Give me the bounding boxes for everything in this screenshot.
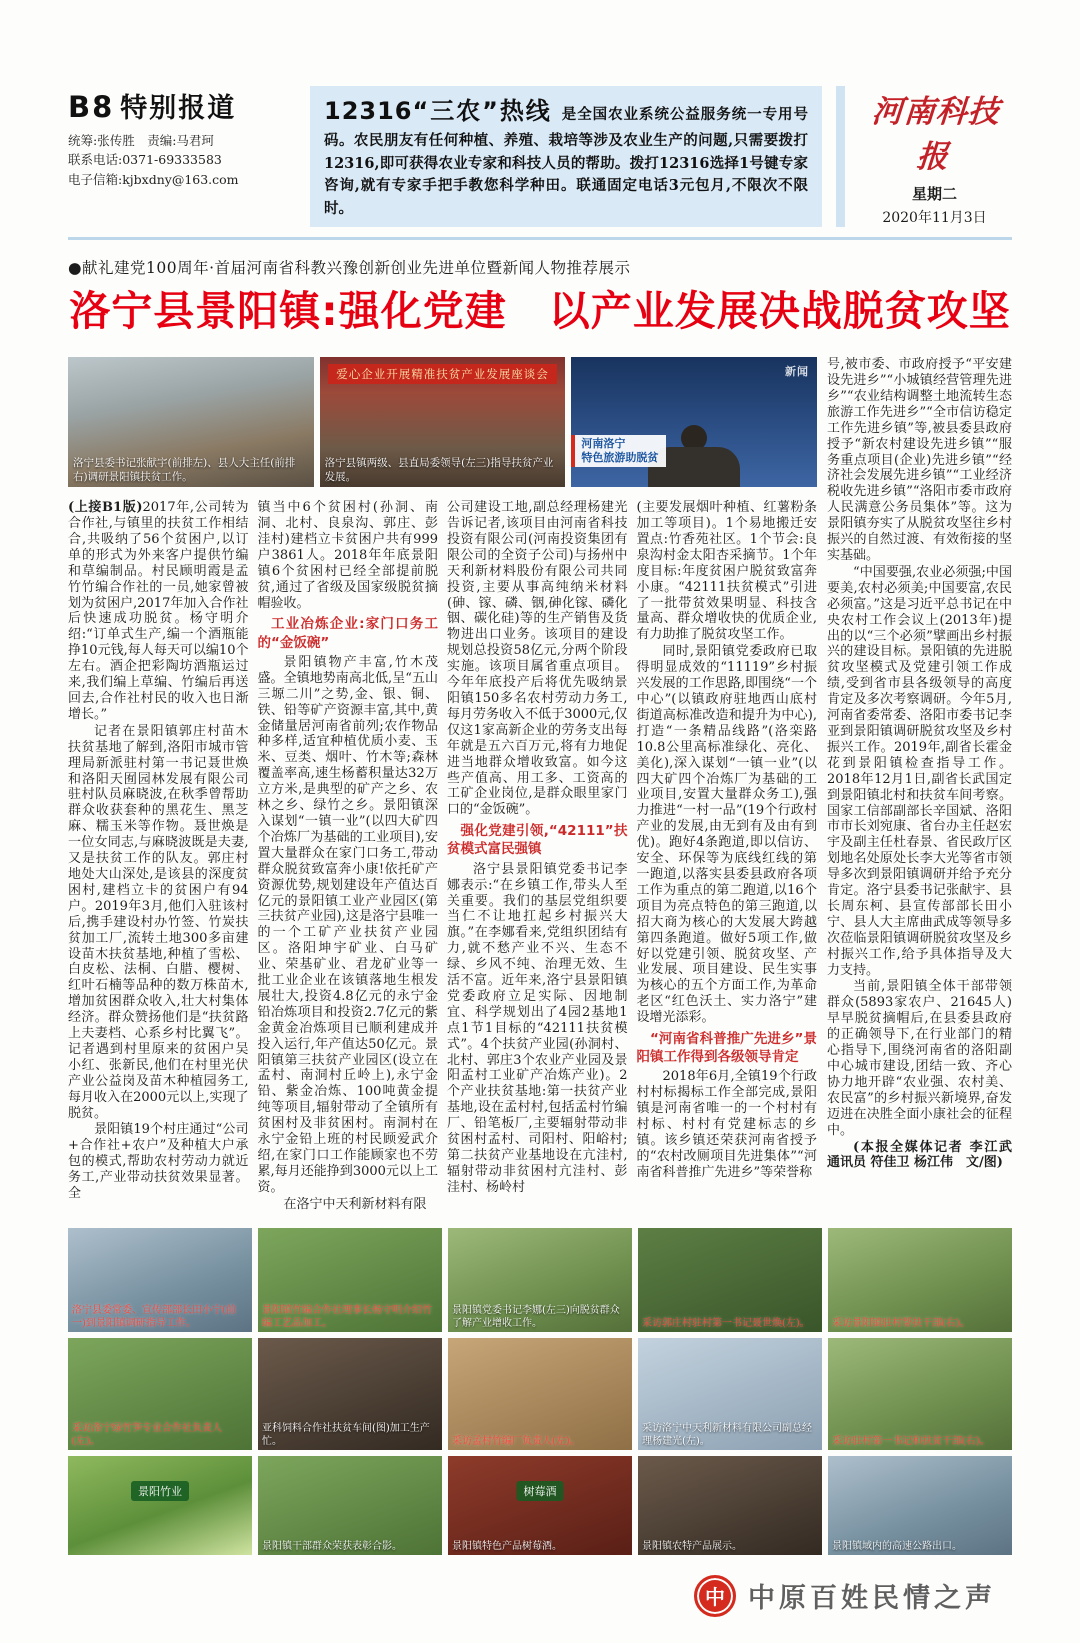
masthead <box>836 86 1012 227</box>
gallery-caption: 采访洛宁中天利新材料有限公司副总经理杨建光(左)。 <box>642 1422 812 1447</box>
article-paragraph: “中国要强,农业必须强;中国要美,农村必须美;中国要富,农民必须富。”这是习近平总书记在中央农村工作会议上(2013年)提出的以“三个必须”擘画出乡村振兴的建设目标。景阳镇的先进脱贫攻坚模式及党建引领工作成绩,受到省市县各级领导的高度肯定及多次考察调研。今年5月,河南省委常委、洛阳市委书记李亚到景阳镇调研脱贫攻坚及乡村振兴工作。2019年,副省长霍金花到景阳镇检查指导工作。2018年12月1日,副省长武国定到景阳镇北村和扶贫车间考察。国家工信部副部长辛国斌、洛阳市市长刘宛康、省台办主任赵宏宇及副主任杜春景、省民政厅区划地名处原处长李大光等省市领导多次到景阳镇调研并给予充分肯定。洛宁县委书记张献宇、县长周东柯、县宣传部部长田小宁、县人大主席曲武成等领导多次莅临景阳镇调研脱贫攻坚及乡村振兴工作,给予具体指导及大力支持。 <box>827 564 1012 978</box>
article-paragraph: 同时,景阳镇党委政府已取得明显成效的“11119”乡村振兴发展的工作思路,即围绕“一个中心”(以镇政府驻地西山底村街道高标准改造和提升为中心),打造“一条精品线路”(洛栾路10.8公里高标准绿化、亮化、美化),深入谋划“一镇一业”(以四大矿四个冶炼厂为基础的工业项目,安置大量群众务工),强力推进“一村一品”(19个行政村产业的发展,由无到有及由有到优)。跑好4条跑道,即以信访、安全、环保等为底线红线的第一跑道,以落实县委县政府各项工作为重点的第二跑道,以16个项目为亮点特色的第三跑道,以招大商为核心的大发展大跨越第四条跑道。做好5项工作,做好以党建引领、脱贫攻坚、产业发展、项目建设、民生实事为核心的五个方面工作,为革命老区“红色沃土、实力洛宁”建设增光添彩。 <box>636 644 817 1026</box>
tv-caption-line: 河南洛宁 <box>581 436 626 450</box>
media-logo-icon: 中 <box>694 1575 736 1617</box>
masthead-weekday: 星期二 <box>911 185 957 203</box>
article-paragraph: (主要发展烟叶种植、红薯粉条加工等项目)。1个易地搬迁安置点:竹香苑社区。1个节会:良泉沟村金太阳杏采摘节。1个年度目标:年度贫困户脱贫致富奔小康。“42111扶贫模式”引进了一批带贫效果明显、科技含量高、群众增收快的优质企业,有力助推了脱贫攻坚工作。 <box>636 500 817 643</box>
article-subhead: 工业冶炼企业:家门口务工的“金饭碗” <box>257 616 438 651</box>
news-photo-2 <box>320 357 566 487</box>
article-paragraph: 景阳镇物产丰富,竹木茂盛。全镇地势南高北低,呈“五山三塬二川”之势,金、银、铜、铁、铅等矿产资源丰富,其中,黄金储量居河南省前列;农作物品种多样,适宜种植优质小麦、玉米、豆类、烟叶、竹木等;森林覆盖率高,速生杨蓄积量达32万立方米,是典型的矿产之乡、农林之乡、绿竹之乡。景阳镇深入谋划“一镇一业”(以四大矿四个冶炼厂为基础的工业项目),安置大量群众在家门口务工,带动群众脱贫致富奔小康!依托矿产资源优势,规划建设年产值达百亿元的景阳镇工业产业园区(第三扶贫产业园),这是洛宁县唯一的一个工矿产业扶贫产业园区。洛阳坤宇矿业、白马矿业、荣基矿业、君龙矿业等一批工业企业在该镇落地生根发展壮大,投资4.8亿元的永宁金铅冶炼项目和投资2.7亿元的紫金黄金冶炼项目已顺利建成并投入运行,年产值达50亿元。景阳镇第三扶贫产业园区(设立在孟村、南洞村丘岭上),永宁金铅、紫金冶炼、100吨黄金提纯等项目,辐射带动了全镇所有贫困村及非贫困村。南洞村在永宁金铅上班的村民顾爱武介绍,在家门口工作能顾家也不劳累,每月还能挣到3000元以上工资。 <box>257 654 438 1195</box>
photo-banner: 爱心企业开展精准扶贫产业发展座谈会 <box>328 364 558 384</box>
gallery-photo <box>828 1456 1012 1555</box>
gallery-row-2 <box>68 1338 1012 1450</box>
section-title <box>68 86 296 125</box>
gallery-photo <box>258 1456 442 1555</box>
article-subhead: “河南省科普推广先进乡”景阳镇工作得到各级领导肯定 <box>636 1031 817 1066</box>
top-photos <box>68 357 817 487</box>
article-area <box>68 357 1026 1214</box>
continued-from-label: (上接B1版) <box>68 500 143 516</box>
gallery-photo <box>258 1228 442 1332</box>
hotline-body: 是全国农业系统公益服务统一专用号码。农民朋友有任何种植、养殖、栽培等涉及农业生产的问题,只需要拨打12316,即可获得农业专家和科技人员的帮助。拨打12316选择1号键专家咨询,就有专家手把手教您科学种田。联通固定电话3元包月,不限次不限时。 <box>324 106 809 217</box>
gallery-photo <box>638 1456 822 1555</box>
article-paragraph: 记者在景阳镇郭庄村苗木扶贫基地了解到,洛阳市城市管理局新派驻村第一书记聂世焕和洛阳天囿园林发展有限公司驻村队员麻晓波,在秋季曾帮助群众收获套种的黑花生、黑芝麻、糯玉米等作物。聂世焕是一位女同志,与麻晓波既是夫妻,又是扶贫工作的队友。郭庄村地处大山深处,是该县的深度贫困村,建档立卡的贫困户有94户。2019年3月,他们入驻该村后,携手建设村办竹签、竹炭扶贫加工厂,流转土地300多亩建设苗木扶贫基地,种植了雪松、白皮松、法桐、白腊、樱树、红叶石楠等品种的数万株苗木,增加贫困群众收入,壮大村集体经济。群众赞扬他们是“扶贫路上夫妻档、心系乡村比翼飞”。记者遇到村里原来的贫困户吴小红、张新民,他们在村里光伏产业公益岗及苗木种植园务工,每月收入在2000元以上,实现了脱贫。 <box>68 723 249 1121</box>
gallery-caption: 景阳镇干部群众荣获表彰合影。 <box>262 1540 402 1552</box>
news-photo-1 <box>68 357 314 487</box>
gallery-photo <box>68 1228 252 1332</box>
article-column-3 <box>447 500 628 1214</box>
article-paragraph: 公司建设工地,副总经理杨建光告诉记者,该项目由河南省科技投资有限公司(河南投资集团有限公司的全资子公司)与扬州中天利新材料股份有限公司共同投资,主要从事高纯纳米材料(砷、镓、磷、铟,砷化镓、磷化铟、碳化硅)等的生产销售及货物进出口业务。该项目的建设规划总投资58亿元,分两个阶段实施。该项目属省重点项目。今年年底投产后将优先吸纳景阳镇150多名农村劳动力务工,每月劳务收入不低于3000元,仅仅这1家高新企业的劳务支出每年就是五六百万元,将有力地促进当地群众增收致富。如今这些产值高、用工多、工资高的工矿企业岗位,是群众眼里家门口的“金饭碗”。 <box>447 500 628 818</box>
article-byline: (本报全媒体记者 李江武 通讯员 符佳卫 杨江伟 文/图) <box>827 1139 1026 1171</box>
gallery-photo <box>638 1338 822 1450</box>
photo-sign-text: 景阳竹业 <box>131 1481 189 1501</box>
gallery-photo <box>448 1456 632 1555</box>
staff-phone: 联系电话:0371-69333583 <box>68 152 222 168</box>
article-paragraph: (上接B1版)2017年,公司转为合作社,与镇里的扶贫工作相结合,共吸纳了56个贫困户,以订单的形式为外来客户提供竹编和草编制品。村民顾明霞是孟竹竹编合作社的一员,她家曾被划为贫困户,2017年加入合作社后快速成功脱贫。杨守明介绍:“订单式生产,编一个酒瓶能挣10元钱,每人每天可以编10个左右。酒企把彩陶坊酒瓶运过来,我们编上草编、竹编后再送回去,合作社村民的收入也日渐增长。” <box>68 500 249 722</box>
gallery-caption: 洛宁县委常委、宣传部部长田小宁(前一)到景阳镇调研指导工作。 <box>72 1304 236 1329</box>
gallery-caption: 景阳镇域内的高速公路出口。 <box>832 1540 962 1552</box>
photo-caption: 洛宁县委书记张献宇(前排左)、县人大主任(前排右)调研景阳镇扶贫工作。 <box>73 456 296 483</box>
gallery-photo <box>258 1338 442 1450</box>
gallery-caption: 采访洛宁绿竹笋专业合作社负责人(左)。 <box>72 1422 222 1447</box>
edition-label: B8 <box>68 90 115 124</box>
article-paragraph: 当前,景阳镇全体干部带领群众(5893家农户、21645人)早早脱贫摘帽后,在县委县政府的正确领导下,在行业部门的精心指导下,围绕河南省的洛阳副中心城市建设,团结一致、齐心协力地开辟“农业强、农村美、农民富”的乡村振兴新境界,奋发迈进在决胜全面小康社会的征程中。 <box>827 979 1012 1138</box>
article-column-1 <box>68 500 249 1214</box>
gallery-photo <box>448 1338 632 1450</box>
masthead-date: 2020年11月3日 <box>882 210 987 226</box>
article-column-2 <box>258 500 439 1214</box>
gallery-caption: 采访孟村竹编厂负责人(左)。 <box>452 1435 580 1447</box>
staff-line: 统筹:张传胜 责编:马君珂 <box>68 133 214 148</box>
gallery-caption: 景阳镇竹编合作社理事长杨守明介绍竹编工艺品加工。 <box>262 1304 432 1329</box>
gallery-photo <box>448 1228 632 1332</box>
article-paragraph: 镇当中6个贫困村(孙洞、南洞、北村、良泉沟、郭庄、彭洼村)建档立卡贫困户共有999户3861人。2018年年底景阳镇6个贫困村已经全部提前脱贫,通过了省级及国家级脱贫摘帽验收。 <box>257 500 438 611</box>
main-headline: 洛宁县景阳镇:强化党建 以产业发展决战脱贫攻坚 <box>69 287 1011 335</box>
gallery-photo <box>828 1228 1012 1332</box>
photo-caption: 洛宁县镇两级、县直局委领导(左三)指导扶贫产业发展。 <box>324 456 554 483</box>
gallery-photo <box>828 1338 1012 1450</box>
gallery-caption: 采访驻村第一书记和扶贫干部(右)。 <box>832 1435 990 1447</box>
tv-caption-strip <box>571 435 666 468</box>
gallery-row-1 <box>68 1228 1012 1332</box>
gallery-caption: 景阳镇农特产品展示。 <box>642 1540 742 1552</box>
gallery-caption: 采访郭庄村驻村第一书记聂世焕(左)。 <box>642 1317 810 1329</box>
article-paragraph: 洛宁县景阳镇党委书记李娜表示:“在乡镇工作,带头人至关重要。我们的基层党组织要当仁不让地扛起乡村振兴大旗。”在李娜看来,党组织团结有力,就不愁产业不兴、生态不绿、乡风不纯、治理无效、生活不富。近年来,洛宁县景阳镇党委政府立足实际、因地制宜、科学规划出了4园2基地1点1节1目标的“42111扶贫模式”。4个扶贫产业园(孙洞村、北村、郭庄3个农业产业园及景阳孟村工业矿产冶炼产业)。2个产业扶贫基地:第一扶贫产业基地,设在孟村村,包括孟村竹编厂、铅笔板厂,主要辐射带动非贫困村孟村、司阳村、阳峪村;第二扶贫产业基地设在亢洼村,辐射带动非贫困村亢洼村、彭洼村、杨岭村 <box>447 861 628 1195</box>
tv-watermark: 新闻 <box>785 365 810 379</box>
hotline-box <box>310 86 822 227</box>
page-footer <box>68 1575 1012 1617</box>
page-header <box>68 86 1012 240</box>
article-columns-left <box>68 500 817 1214</box>
masthead-name: 河南科技报 <box>870 94 1002 175</box>
photo-gallery <box>68 1228 1012 1555</box>
article-column-5 <box>827 357 1026 1214</box>
article-paragraph: 2018年6月,全镇19个行政村村标揭标工作全部完成,景阳镇是河南省唯一的一个村村有村标、村村有党建标志的乡镇。该乡镇还荣获河南省授予的“农村改厕项目先进集体”“河南省科普推广先进乡”等荣誉称 <box>636 1069 817 1180</box>
kicker-line: ●献礼建党100周年·首届河南省科教兴豫创新创业先进单位暨新闻人物推荐展示 <box>68 259 631 277</box>
gallery-caption: 亚科饲料合作社扶贫车间(图)加工生产忙。 <box>262 1422 430 1447</box>
footer-logo-text: 中原百姓民情之声 <box>748 1583 996 1615</box>
article-paragraph: 号,被市委、市政府授予“平安建设先进乡”“小城镇经营管理先进乡”“农业结构调整土地流转生态旅游工作先进乡”“全市信访稳定工作先进乡镇”等,被县委县政府授予“新农村建设先进乡镇”“服务重点项目(企业)先进乡镇”“经济社会发展先进乡镇”“工业经济税收先进乡镇”“洛阳市委市政府人民满意公务员集体”等。这为景阳镇夯实了从脱贫攻坚往乡村振兴的自然过渡、有效衔接的坚实基础。 <box>827 357 1012 564</box>
article-subhead: 强化党建引领,“42111”扶贫模式富民强镇 <box>447 823 628 858</box>
section-brand <box>68 86 296 227</box>
news-photo-3 <box>571 357 817 487</box>
article-column-4 <box>637 500 818 1214</box>
article-paragraph: 景阳镇19个村庄通过“公司+合作社+农户”及种植大户承包的模式,帮助农村劳动力就近务工,产业带动扶贫效果显著。全 <box>68 1122 249 1202</box>
gallery-photo <box>68 1338 252 1450</box>
staff-email: 电子信箱:kjbxdny@163.com <box>68 171 239 187</box>
tv-caption-line: 特色旅游助脱贫 <box>581 450 659 464</box>
gallery-photo <box>638 1228 822 1332</box>
gallery-caption: 景阳镇党委书记李娜(左三)向脱贫群众了解产业增收工作。 <box>452 1304 620 1329</box>
article-left <box>68 357 817 1214</box>
photo-sign-text: 树莓酒 <box>517 1481 564 1501</box>
section-name: 特别报道 <box>120 93 237 124</box>
article-paragraph: 在洛宁中天利新材料有限 <box>283 1196 427 1212</box>
gallery-caption: 采访景阳镇驻村帮扶干部(右)。 <box>832 1317 970 1329</box>
hotline-title: 12316“三农”热线 <box>324 97 552 125</box>
gallery-caption: 景阳镇特色产品树莓酒。 <box>452 1540 562 1552</box>
gallery-row-3 <box>68 1456 1012 1555</box>
gallery-photo <box>68 1456 252 1555</box>
